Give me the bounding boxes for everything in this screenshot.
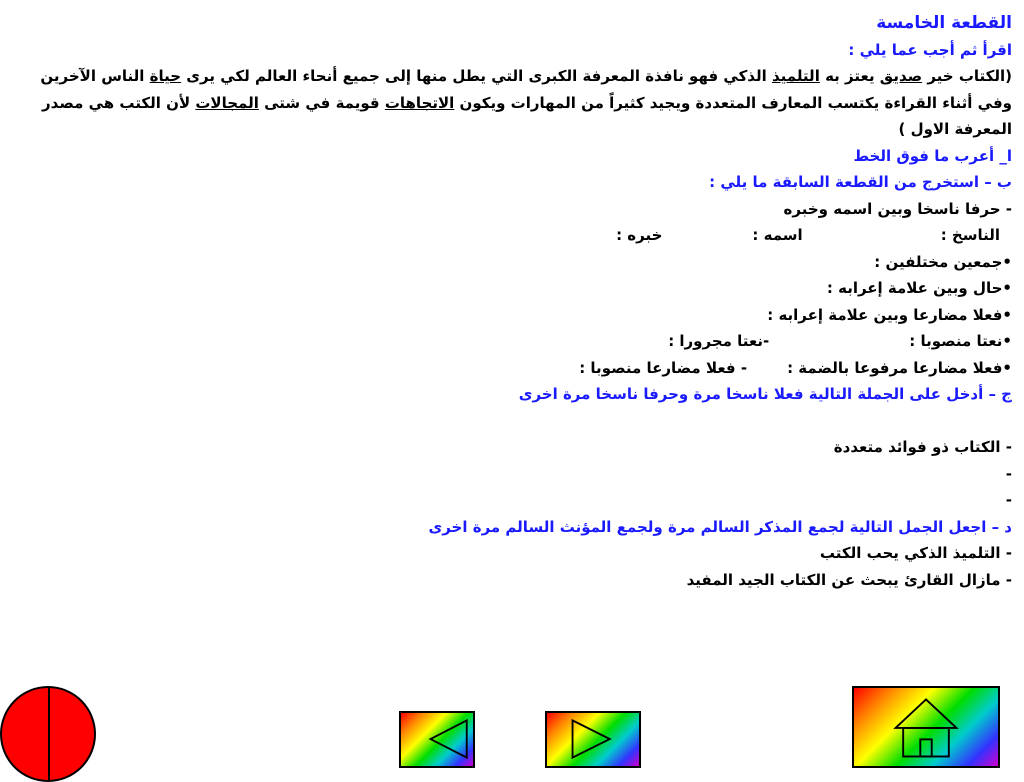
question-c-sentence-3: - — [1005, 491, 1012, 509]
question-d-title: د – اجعل الجمل التالية لجمع المذكر السالم مرة ولجمع المؤنث السالم مرة اخرى — [428, 517, 1012, 536]
triangle-left-icon — [401, 713, 473, 766]
home-button[interactable] — [852, 686, 1000, 768]
question-b-item-4: •حال وبين علامة إعرابه : — [826, 279, 1012, 297]
question-b-item-6: •نعتا منصوبا :-نعتا مجرورا : — [668, 332, 1012, 350]
next-slide-button[interactable] — [545, 711, 641, 768]
question-b-title: ب – استخرج من القطعة السابقة ما يلي : — [709, 173, 1012, 191]
question-b-item-5: •فعلا مضارعا وبين علامة إعرابه : — [767, 305, 1012, 324]
worksheet-content — [12, 10, 1012, 593]
passage-line-1: (الكتاب خير صديق يعتز به التلميذ الذكي فهو نافذة المعرفة الكبرى التي يطل منها إلى جميع أنحاء العالم لكي يرى حياة الناس الآخرين — [40, 67, 1012, 85]
triangle-right-icon — [547, 713, 639, 766]
passage-line-2: وفي أثناء القراءة يكتسب المعارف المتعددة ويجيد كثيراً من المهارات ويكون الاتجاهات قويمة في شتى المجالات لأن الكتب هي مصدر — [42, 93, 1012, 112]
question-c-sentence-1: - الكتاب ذو فوائد متعددة — [833, 438, 1012, 456]
passage-title: القطعة الخامسة — [876, 13, 1012, 33]
question-b-item-3: •جمعين مختلفين : — [874, 252, 1012, 271]
question-d-sentence-1: - التلميذ الذكي يحب الكتب — [819, 544, 1012, 562]
question-a-title: ا_ أعرب ما فوق الخط — [853, 146, 1012, 165]
question-b-item-1: - حرفا ناسخا وبين اسمه وخبره — [783, 199, 1012, 218]
question-c-title: ج – أدخل على الجملة التالية فعلا ناسخا مرة وحرفا ناسخا مرة اخرى — [518, 385, 1012, 403]
blank-line — [12, 408, 1012, 435]
previous-slide-button[interactable] — [399, 711, 475, 768]
house-icon — [854, 688, 998, 766]
passage-instruction: اقرأ ثم أجب عما يلي : — [848, 40, 1012, 59]
question-d-sentence-2: - مازال القارئ يبحث عن الكتاب الجيد المفيد — [686, 570, 1012, 589]
question-b-item-2: الناسخ :اسمه :خبره : — [616, 226, 1000, 244]
question-c-sentence-2: - — [1005, 464, 1012, 483]
passage-line-3: المعرفة الاول ) — [898, 120, 1012, 138]
question-b-item-7: •فعلا مضارعا مرفوعا بالضمة :- فعلا مضارعا منصوبا : — [579, 358, 1012, 377]
circle-divider — [48, 688, 50, 780]
